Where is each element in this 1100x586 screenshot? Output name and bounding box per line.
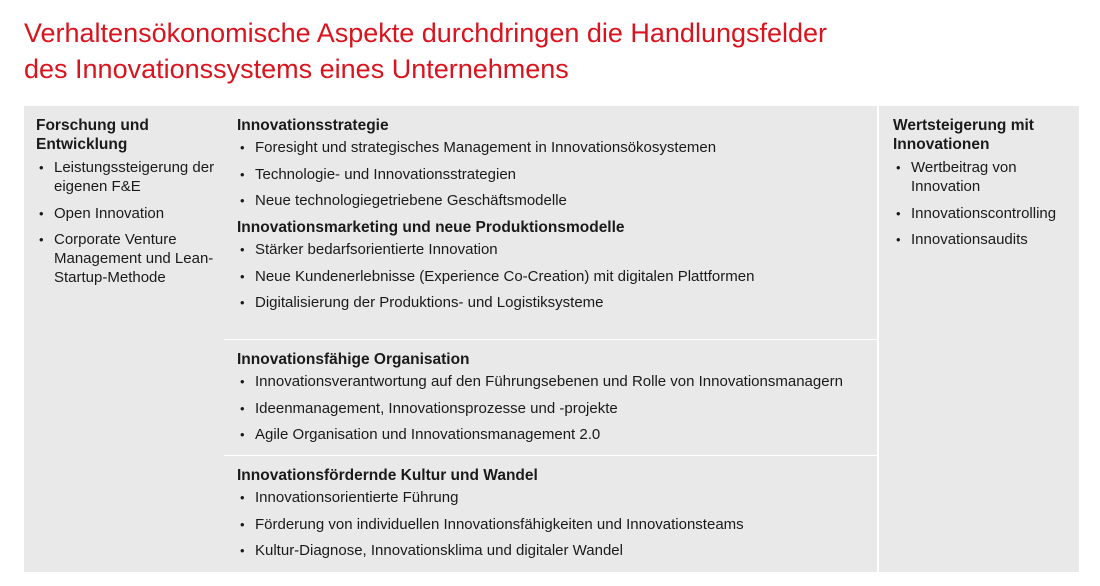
list-item: • Neue technologiegetriebene Geschäftsmodelle [237,191,877,210]
section-strategy-marketing [224,106,877,339]
column-heading: Forschung und Entwicklung [36,117,149,153]
innovation-fields-panel [24,106,1079,572]
section-heading: Innovationsstrategie [237,117,389,134]
page-title [24,15,1064,87]
list-item: • Corporate Venture Management und Lean-Startup-Methode [36,230,226,287]
section-heading: Innovationsfähige Organisation [237,351,470,368]
list-item: • Kultur-Diagnose, Innovationsklima und digitaler Wandel [237,541,877,560]
column-innovation-system [224,106,877,572]
section-organisation [224,339,877,455]
list-item: • Innovationsaudits [893,230,1083,249]
bullet-list [237,372,877,444]
bullet-list [237,138,877,210]
title-line-1: Verhaltensökonomische Aspekte durchdringen die Handlungsfelder [24,18,828,48]
list-item: • Innovationscontrolling [893,204,1083,223]
column-heading: Wertsteigerung mit Innovationen [893,117,1034,153]
list-item: • Neue Kundenerlebnisse (Experience Co-Creation) mit digitalen Plattformen [237,267,877,286]
bullet-list [237,240,877,312]
list-item: • Innovationsverantwortung auf den Führungsebenen und Rolle von Innovationsmanagern [237,372,877,391]
list-item: • Agile Organisation und Innovationsmanagement 2.0 [237,425,877,444]
title-line-2: des Innovationssystems eines Unternehmens [24,54,569,84]
list-item: • Ideenmanagement, Innovationsprozesse und -projekte [237,399,877,418]
list-item: • Digitalisierung der Produktions- und Logistiksysteme [237,293,877,312]
column-research-development [24,106,224,572]
bullet-list [893,158,1079,249]
column-value-creation [877,106,1079,572]
section-heading: Innovationsfördernde Kultur und Wandel [237,467,538,484]
list-item: • Förderung von individuellen Innovationsfähigkeiten und Innovationsteams [237,515,877,534]
list-item: • Foresight und strategisches Management in Innovationsökosystemen [237,138,877,157]
bullet-list [237,488,877,560]
list-item: • Wertbeitrag von Innovation [893,158,1083,196]
list-item: • Innovationsorientierte Führung [237,488,877,507]
list-item: • Stärker bedarfsorientierte Innovation [237,240,877,259]
bullet-list [36,158,224,287]
list-item: • Technologie- und Innovationsstrategien [237,165,877,184]
list-item: • Leistungssteigerung der eigenen F&E [36,158,226,196]
section-heading: Innovationsmarketing und neue Produktionsmodelle [237,219,625,236]
section-culture [224,455,877,572]
list-item: • Open Innovation [36,204,226,223]
